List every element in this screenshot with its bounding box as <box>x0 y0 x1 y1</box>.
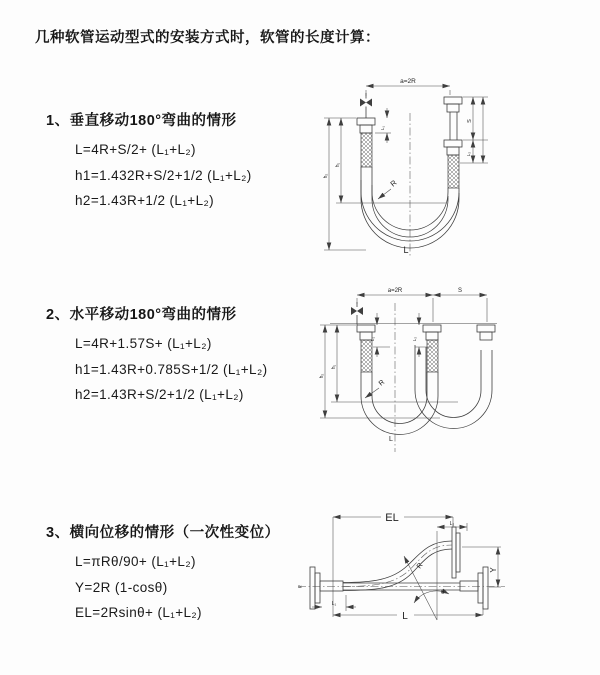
dim-label-h2: h₂ <box>319 373 325 379</box>
dim-label-el: EL <box>385 512 399 524</box>
hose-u-bend <box>361 372 438 435</box>
section-2-heading: 2、水平移动180°弯曲的情形 <box>46 307 237 323</box>
right-hose-braid <box>448 155 459 188</box>
radius-label: R <box>377 378 387 388</box>
dim-label-l2: L₂ <box>449 521 455 527</box>
left-flange <box>310 567 343 609</box>
formula-y: Y=2R (1-cosθ) <box>75 579 168 595</box>
right-pipe <box>444 97 462 188</box>
length-label: L <box>402 611 408 622</box>
dim-label-l1: L₁ <box>370 336 375 342</box>
dim-label-l1: L₁ <box>380 125 385 131</box>
dim-label-a2r: a=2R <box>400 78 416 85</box>
angle-construction <box>404 531 449 620</box>
dim-label-s: S <box>467 119 473 123</box>
section-2-formulas <box>46 331 267 408</box>
formula-h1: h1=1.43R+0.785S+1/2 (L₁+L₂) <box>75 361 268 377</box>
radius-label: R <box>388 178 399 189</box>
dim-h2 <box>323 118 366 250</box>
middle-hose-braid <box>427 340 438 372</box>
dim-h1 <box>324 118 446 203</box>
hose-u-bend-displaced <box>415 345 492 429</box>
left-hose-braid <box>361 133 372 167</box>
dim-label-h1: h₁ <box>335 162 341 168</box>
length-label: L <box>389 436 393 443</box>
dim-label-l1: L₁ <box>331 601 337 607</box>
right-flange <box>460 567 488 609</box>
diagram-horizontal-180-bend <box>300 280 600 465</box>
valve-icon <box>351 302 363 325</box>
right-flange <box>477 325 495 340</box>
formula-length: L=4R+1.57S+ (L₁+L₂) <box>75 336 212 351</box>
dim-label-s: S <box>457 288 463 294</box>
dim-label-h1: h₁ <box>331 364 337 370</box>
dim-s <box>460 97 488 163</box>
formula-length: L=4R+S/2+ (L₁+L₂) <box>75 142 196 157</box>
dim-el <box>333 512 453 617</box>
section-vertical-bend <box>46 111 252 214</box>
section-1-heading: 1、垂直移动180°弯曲的情形 <box>46 113 237 129</box>
dim-label-h2: h₂ <box>323 173 329 179</box>
section-3-heading: 3、横向位移的情形（一次性变位） <box>46 525 280 541</box>
dim-l <box>333 606 483 622</box>
length-label: L <box>403 245 409 255</box>
dim-span-a2r <box>366 78 450 96</box>
dim-l1 <box>370 313 390 357</box>
radius-label: R <box>415 561 425 571</box>
diagram-vertical-180-bend <box>300 70 600 265</box>
valve-icon <box>360 93 372 118</box>
formula-h2: h2=1.43R+1/2 (L₁+L₂) <box>75 193 215 208</box>
dim-label-y: Y <box>489 567 498 573</box>
formula-h2: h2=1.43R+S/2+1/2 (L₁+L₂) <box>75 387 244 402</box>
dim-label-a2r: a=2R <box>387 288 403 294</box>
section-1-formulas <box>46 137 252 214</box>
page-title: 几种软管运动型式的安装方式时，软管的长度计算： <box>35 30 380 46</box>
dim-span-a2r <box>357 288 487 322</box>
formula-h1: h1=1.432R+S/2+1/2 (L₁+L₂) <box>75 167 252 183</box>
formula-length: L=πRθ/90+ (L₁+L₂) <box>75 554 196 569</box>
angle-label: θ <box>441 590 445 596</box>
left-hose-braid <box>361 340 372 372</box>
radius-leader <box>378 178 399 199</box>
dim-l1 <box>375 108 391 143</box>
radius-leader <box>365 379 386 398</box>
formula-el: EL=2Rsinθ+ (L₁+L₂) <box>75 605 202 620</box>
upper-flange <box>452 527 460 578</box>
break-mark: ≈ <box>298 584 302 591</box>
left-flange <box>357 118 375 133</box>
section-lateral-displacement <box>46 523 280 626</box>
left-flange <box>357 325 375 372</box>
diagram-lateral-displacement <box>295 495 600 650</box>
section-horizontal-bend <box>46 305 267 408</box>
dim-label-l2: L₂ <box>412 336 417 342</box>
dim-label-l2: L₂ <box>466 151 471 157</box>
section-3-formulas <box>46 549 280 626</box>
